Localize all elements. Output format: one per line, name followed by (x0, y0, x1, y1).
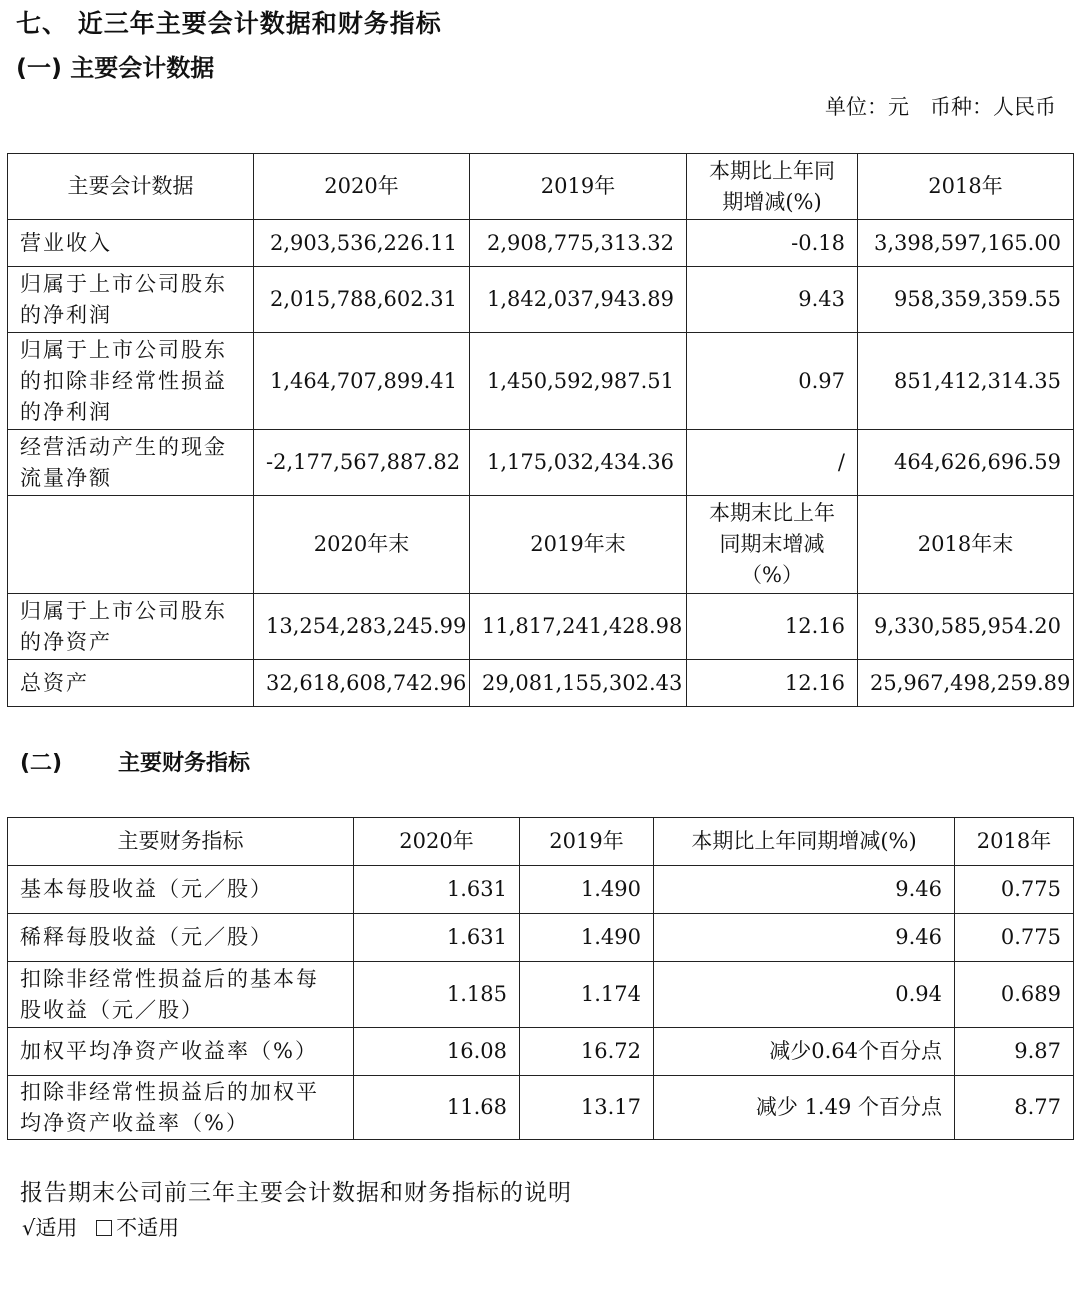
value-cell: 2,903,536,226.11 (254, 220, 470, 267)
table-row (8, 220, 1074, 267)
value-cell: / (687, 430, 858, 496)
value-cell: 减少 1.49 个百分点 (654, 1076, 955, 1140)
row-label: 扣除非经常性损益后的基本每股收益（元／股） (8, 962, 354, 1028)
value-cell: -2,177,567,887.82 (254, 430, 470, 496)
header-cell: 本期比上年同期增减(%) (687, 154, 858, 220)
section-title: 七、 近三年主要会计数据和财务指标 (16, 9, 442, 38)
value-cell: 1,175,032,434.36 (470, 430, 687, 496)
header-cell: 主要财务指标 (8, 818, 354, 866)
value-cell: 1.490 (520, 866, 654, 914)
row-label: 经营活动产生的现金流量净额 (8, 430, 254, 496)
value-cell: 25,967,498,259.89 (858, 660, 1074, 707)
applicable-label: 适用 (35, 1216, 78, 1240)
row-label: 营业收入 (8, 220, 254, 267)
header-cell: 2018年 (955, 818, 1074, 866)
value-cell: 16.08 (354, 1028, 520, 1076)
not-applicable-option[interactable] (96, 1212, 179, 1242)
value-cell: 11.68 (354, 1076, 520, 1140)
value-cell: 1.185 (354, 962, 520, 1028)
table-header-row (8, 154, 1074, 220)
table-row (8, 594, 1074, 660)
header-cell: 2020年 (354, 818, 520, 866)
table-row (8, 962, 1074, 1028)
value-cell: 8.77 (955, 1076, 1074, 1140)
header-cell: 2020年 (254, 154, 470, 220)
applicability-options (22, 1212, 191, 1242)
value-cell: 12.16 (687, 660, 858, 707)
value-cell: 9.87 (955, 1028, 1074, 1076)
check-mark-icon: √ (22, 1216, 36, 1240)
value-cell: 0.775 (955, 914, 1074, 962)
value-cell: 减少0.64个百分点 (654, 1028, 955, 1076)
value-cell: 0.97 (687, 333, 858, 430)
empty-checkbox-icon (96, 1220, 112, 1236)
table-row (8, 1028, 1074, 1076)
explanation-note: 报告期末公司前三年主要会计数据和财务指标的说明 (20, 1180, 572, 1206)
value-cell: 9.46 (654, 914, 955, 962)
value-cell: 12.16 (687, 594, 858, 660)
value-cell: 0.94 (654, 962, 955, 1028)
row-label: 归属于上市公司股东的净资产 (8, 594, 254, 660)
header-cell: 2019年 (470, 154, 687, 220)
value-cell: 1.631 (354, 914, 520, 962)
table-row (8, 866, 1074, 914)
value-cell: 9,330,585,954.20 (858, 594, 1074, 660)
value-cell: 9.43 (687, 267, 858, 333)
value-cell: 16.72 (520, 1028, 654, 1076)
applicable-option[interactable] (22, 1212, 77, 1242)
value-cell: 13.17 (520, 1076, 654, 1140)
table-row (8, 660, 1074, 707)
table-row (8, 333, 1074, 430)
value-cell: 1.174 (520, 962, 654, 1028)
value-cell: 464,626,696.59 (858, 430, 1074, 496)
value-cell: 11,817,241,428.98 (470, 594, 687, 660)
row-label: 加权平均净资产收益率（%） (8, 1028, 354, 1076)
row-label: 归属于上市公司股东的净利润 (8, 267, 254, 333)
value-cell: 1.631 (354, 866, 520, 914)
value-cell: 2,908,775,313.32 (470, 220, 687, 267)
table-row (8, 914, 1074, 962)
table-subheader-row (8, 496, 1074, 594)
header-cell: 2018年 (858, 154, 1074, 220)
header-cell: 2019年 (520, 818, 654, 866)
table-row (8, 267, 1074, 333)
value-cell: 1,450,592,987.51 (470, 333, 687, 430)
value-cell: -0.18 (687, 220, 858, 267)
row-label: 稀释每股收益（元／股） (8, 914, 354, 962)
table-header-row (8, 818, 1074, 866)
value-cell: 0.689 (955, 962, 1074, 1028)
header-cell: 2018年末 (858, 496, 1074, 594)
value-cell: 2,015,788,602.31 (254, 267, 470, 333)
value-cell: 851,412,314.35 (858, 333, 1074, 430)
row-label: 总资产 (8, 660, 254, 707)
value-cell: 29,081,155,302.43 (470, 660, 687, 707)
header-cell: 2020年末 (254, 496, 470, 594)
subsection-title-financial-indicators: 主要财务指标 (118, 751, 251, 776)
subsection-number-financial-indicators: (二) (20, 751, 63, 776)
value-cell: 958,359,359.55 (858, 267, 1074, 333)
row-label: 基本每股收益（元／股） (8, 866, 354, 914)
value-cell: 9.46 (654, 866, 955, 914)
value-cell: 1,464,707,899.41 (254, 333, 470, 430)
subsection-title-accounting-data: (一) 主要会计数据 (16, 54, 215, 82)
header-cell: 2019年末 (470, 496, 687, 594)
value-cell: 1,842,037,943.89 (470, 267, 687, 333)
header-cell: 本期末比上年同期末增减（%） (687, 496, 858, 594)
row-label: 归属于上市公司股东的扣除非经常性损益的净利润 (8, 333, 254, 430)
table-row (8, 430, 1074, 496)
value-cell: 13,254,283,245.99 (254, 594, 470, 660)
value-cell: 1.490 (520, 914, 654, 962)
header-cell (8, 496, 254, 594)
financial-indicators-table (7, 817, 1074, 1140)
value-cell: 32,618,608,742.96 (254, 660, 470, 707)
value-cell: 3,398,597,165.00 (858, 220, 1074, 267)
accounting-data-table (7, 153, 1074, 707)
row-label: 扣除非经常性损益后的加权平均净资产收益率（%） (8, 1076, 354, 1140)
header-cell: 本期比上年同期增减(%) (654, 818, 955, 866)
unit-currency-note: 单位：元 币种：人民币 (825, 95, 1056, 119)
header-cell: 主要会计数据 (8, 154, 254, 220)
table-row (8, 1076, 1074, 1140)
value-cell: 0.775 (955, 866, 1074, 914)
not-applicable-label: 不适用 (116, 1216, 180, 1240)
